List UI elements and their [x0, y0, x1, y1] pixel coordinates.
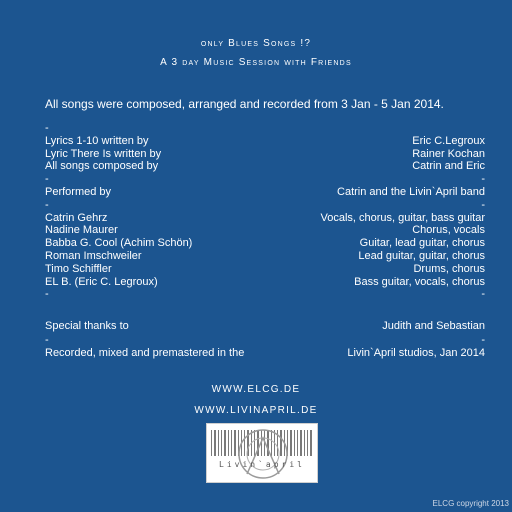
credit-person: Bass guitar, vocals, chorus	[354, 275, 485, 288]
logo-text: Livin`april	[219, 460, 305, 469]
credit-row	[45, 148, 485, 161]
credit-role: Roman Imschweiler	[45, 249, 142, 262]
credit-role: EL B. (Eric C. Legroux)	[45, 275, 158, 288]
website-link-livinapril[interactable]: WWW.LIVINAPRIL.DE	[194, 405, 318, 416]
credit-role: Babba G. Cool (Achim Schön)	[45, 237, 193, 250]
credit-row	[45, 186, 485, 199]
credit-person: Drums, chorus	[413, 262, 485, 275]
credit-person: Lead guitar, guitar, chorus	[358, 249, 485, 262]
credit-person: -	[481, 173, 485, 186]
credit-role: -	[45, 288, 49, 301]
thanks-value: Livin`April studios, Jan 2014	[347, 347, 485, 359]
thanks-label: Special thanks to	[45, 320, 129, 332]
credit-row	[45, 122, 485, 135]
credit-row	[45, 173, 485, 186]
credit-person: Chorus, vocals	[412, 224, 485, 237]
credit-row	[45, 263, 485, 276]
intro-text: All songs were composed, arranged and recorded from 3 Jan - 5 Jan 2014.	[45, 97, 444, 111]
credit-role: -	[45, 198, 49, 211]
credit-role: -	[45, 122, 49, 134]
thanks-row	[45, 320, 485, 334]
thanks-row	[45, 334, 485, 348]
credit-role: Lyric There Is written by	[45, 147, 162, 160]
copyright-text: ELCG copyright 2013	[432, 499, 509, 508]
thanks-value: Judith and Sebastian	[382, 320, 485, 332]
credit-row	[45, 250, 485, 263]
credit-person: -	[481, 198, 485, 211]
credit-person: Guitar, lead guitar, chorus	[359, 237, 485, 250]
credit-role: All songs composed by	[45, 160, 159, 173]
barcode-logo-graphic	[207, 424, 318, 483]
credit-person: Catrin and the Livin`April band	[337, 185, 485, 198]
credit-row	[45, 135, 485, 148]
thanks-list	[45, 320, 485, 361]
website-link-elcg[interactable]: WWW.ELCG.DE	[211, 384, 301, 395]
credit-row	[45, 212, 485, 225]
credit-row	[45, 224, 485, 237]
credit-person: Catrin and Eric	[412, 160, 485, 173]
thanks-label: Recorded, mixed and premastered in the	[45, 347, 245, 359]
album-subtitle: A 3 day Music Session with Friends	[160, 57, 352, 68]
credit-person: Rainer Kochan	[412, 147, 485, 160]
thanks-label: -	[45, 333, 49, 346]
credit-role: Performed by	[45, 185, 112, 198]
credit-role: Lyrics 1-10 written by	[45, 134, 149, 147]
credits-list	[45, 122, 485, 301]
band-logo	[206, 423, 318, 483]
credit-person: Eric C.Legroux	[412, 134, 485, 147]
credit-role: Nadine Maurer	[45, 224, 118, 237]
credit-role: Catrin Gehrz	[45, 211, 108, 224]
credit-row	[45, 276, 485, 289]
credit-row	[45, 199, 485, 212]
thanks-row	[45, 347, 485, 361]
credit-row	[45, 237, 485, 250]
album-title: only Blues Songs !?	[200, 38, 312, 49]
credit-role: Timo Schiffler	[45, 262, 112, 275]
credit-row	[45, 288, 485, 301]
credit-row	[45, 160, 485, 173]
thanks-value: -	[481, 333, 485, 346]
credit-person: -	[481, 288, 485, 301]
credit-role: -	[45, 173, 49, 186]
credit-person: Vocals, chorus, guitar, bass guitar	[320, 211, 485, 224]
